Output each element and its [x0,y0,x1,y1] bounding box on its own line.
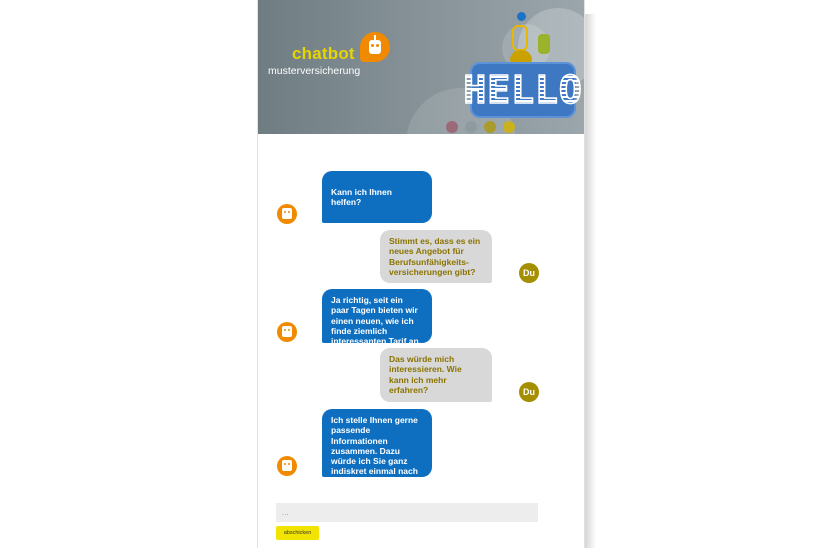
user-message [380,348,492,402]
chat-header [258,0,584,134]
robot-illustration-icon [538,34,550,54]
message-text: Ja richtig, seit ein paar Tagen bieten wir einen neuen, wie ich finde ziemlich interessanten Tarif an. [331,295,422,347]
bot-avatar-icon [277,456,297,476]
chat-window [257,0,585,548]
chatbot-logo-icon [360,32,390,62]
header-dot [465,121,477,133]
send-button[interactable]: abschicken [276,526,319,540]
user-message [380,230,492,283]
user-avatar: Du [519,382,539,402]
user-avatar: Du [519,263,539,283]
brand-subtitle: musterversicherung [268,65,361,77]
bot-avatar-icon [277,204,297,224]
message-text: Ich stelle Ihnen gerne passende Informationen zusammen. Dazu würde ich Sie ganz indiskret einmal nach Ihrem Alter fragen wollen. [331,415,418,498]
robot-illustration-icon [510,50,532,62]
chat-area [258,134,584,548]
header-dots [446,121,515,133]
bot-message [322,289,432,347]
bot-message [322,409,432,498]
header-dot [484,121,496,133]
robot-illustration-icon [512,25,528,51]
header-dot [503,121,515,133]
hello-banner [463,62,583,118]
bot-message [322,171,432,223]
message-text: Stimmt es, dass es ein neues Angebot für Berufsunfähigkeits-versicherungen gibt? [389,236,481,277]
bot-avatar-icon [277,322,297,342]
robot-illustration-icon [517,12,526,21]
header-dot [446,121,458,133]
message-text: Das würde mich interessieren. Wie kann ich mehr erfahren? [389,354,462,395]
brand-title: chatbot [292,44,355,63]
phone-shadow [584,14,596,548]
message-input[interactable] [276,503,538,522]
message-text: Kann ich Ihnen helfen? [331,186,392,207]
hello-banner-text: HELLO [463,68,583,112]
